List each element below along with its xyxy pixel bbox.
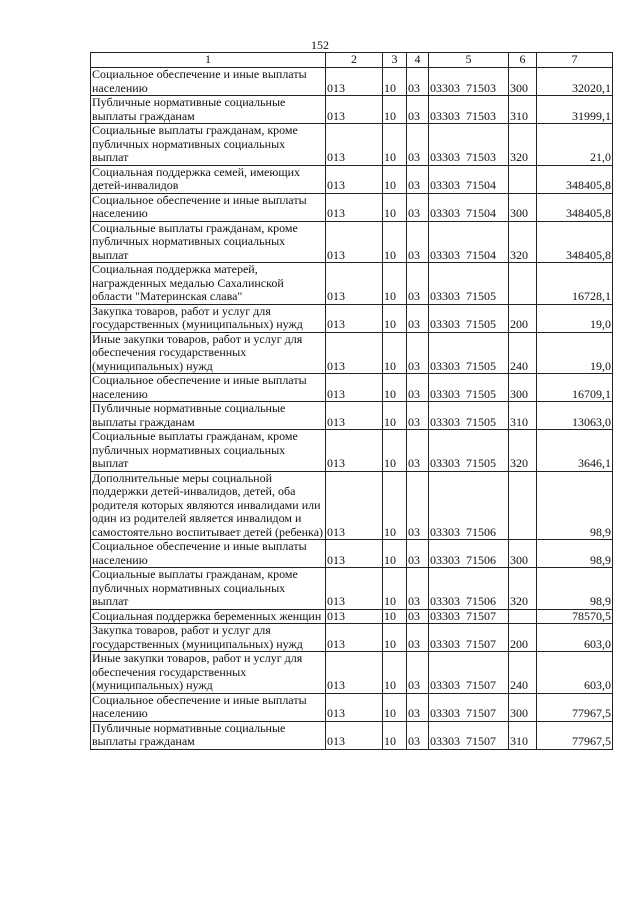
target-article-cell: 03303 71506 (429, 471, 509, 540)
row-name-cell: Иные закупки товаров, работ и услуг для обеспечения государственных (муниципальных) нужд (91, 332, 326, 374)
table-row (91, 304, 613, 332)
target-article-cell: 03303 71503 (429, 68, 509, 96)
expense-type-cell: 300 (509, 374, 537, 402)
expense-type-cell: 310 (509, 402, 537, 430)
table-row (91, 652, 613, 694)
row-name-cell: Социальные выплаты гражданам, кроме публичных нормативных социальных выплат (91, 430, 326, 472)
expense-type-cell: 200 (509, 624, 537, 652)
section-cell: 10 (383, 568, 407, 610)
section-cell: 10 (383, 540, 407, 568)
header-row (91, 53, 613, 68)
target-article-cell: 03303 71504 (429, 193, 509, 221)
row-name-cell: Социальная поддержка матерей, награжденных медалью Сахалинской области "Материнская слава" (91, 263, 326, 305)
row-name-cell: Дополнительные меры социальной поддержки детей-инвалидов, детей, оба родителя которых являются инвалидами или один из родителей является инвалидом и самостоятельно воспитывает детей (ребенка) (91, 471, 326, 540)
expense-type-cell (509, 263, 537, 305)
target-article-cell: 03303 71505 (429, 263, 509, 305)
subsection-cell: 03 (407, 96, 429, 124)
row-name-cell: Иные закупки товаров, работ и услуг для обеспечения государственных (муниципальных) нужд (91, 652, 326, 694)
column-header: 7 (537, 53, 613, 68)
ministry-code-cell: 013 (326, 165, 383, 193)
page-number: 152 (311, 38, 329, 52)
target-article-cell: 03303 71507 (429, 721, 509, 749)
ministry-code-cell: 013 (326, 96, 383, 124)
column-header: 3 (383, 53, 407, 68)
expense-type-cell: 310 (509, 96, 537, 124)
row-name-cell: Социальные выплаты гражданам, кроме публичных нормативных социальных выплат (91, 568, 326, 610)
amount-cell: 77967,5 (537, 693, 613, 721)
column-header: 2 (326, 53, 383, 68)
ministry-code-cell: 013 (326, 332, 383, 374)
expense-type-cell: 310 (509, 721, 537, 749)
table-row (91, 374, 613, 402)
section-cell: 10 (383, 304, 407, 332)
expense-type-cell (509, 165, 537, 193)
amount-cell: 98,9 (537, 471, 613, 540)
section-cell: 10 (383, 402, 407, 430)
subsection-cell: 03 (407, 609, 429, 624)
target-article-cell: 03303 71506 (429, 540, 509, 568)
amount-cell: 16709,1 (537, 374, 613, 402)
amount-cell: 19,0 (537, 304, 613, 332)
ministry-code-cell: 013 (326, 471, 383, 540)
table-row (91, 402, 613, 430)
expense-type-cell: 300 (509, 68, 537, 96)
target-article-cell: 03303 71503 (429, 124, 509, 166)
target-article-cell: 03303 71507 (429, 609, 509, 624)
section-cell: 10 (383, 609, 407, 624)
table-body (91, 68, 613, 750)
amount-cell: 77967,5 (537, 721, 613, 749)
table-row (91, 332, 613, 374)
row-name-cell: Закупка товаров, работ и услуг для государственных (муниципальных) нужд (91, 624, 326, 652)
subsection-cell: 03 (407, 430, 429, 472)
target-article-cell: 03303 71505 (429, 374, 509, 402)
amount-cell: 19,0 (537, 332, 613, 374)
table-row (91, 568, 613, 610)
subsection-cell: 03 (407, 165, 429, 193)
column-header: 1 (91, 53, 326, 68)
amount-cell: 603,0 (537, 652, 613, 694)
ministry-code-cell: 013 (326, 263, 383, 305)
amount-cell: 13063,0 (537, 402, 613, 430)
row-name-cell: Социальные выплаты гражданам, кроме публичных нормативных социальных выплат (91, 124, 326, 166)
expense-type-cell: 320 (509, 568, 537, 610)
amount-cell: 21,0 (537, 124, 613, 166)
section-cell: 10 (383, 68, 407, 96)
subsection-cell: 03 (407, 332, 429, 374)
subsection-cell: 03 (407, 402, 429, 430)
expense-type-cell (509, 609, 537, 624)
section-cell: 10 (383, 124, 407, 166)
ministry-code-cell: 013 (326, 221, 383, 263)
subsection-cell: 03 (407, 68, 429, 96)
table-row (91, 721, 613, 749)
subsection-cell: 03 (407, 263, 429, 305)
row-name-cell: Социальное обеспечение и иные выплаты населению (91, 540, 326, 568)
ministry-code-cell: 013 (326, 68, 383, 96)
ministry-code-cell: 013 (326, 568, 383, 610)
section-cell: 10 (383, 471, 407, 540)
ministry-code-cell: 013 (326, 624, 383, 652)
section-cell: 10 (383, 721, 407, 749)
target-article-cell: 03303 71507 (429, 693, 509, 721)
section-cell: 10 (383, 96, 407, 124)
table-row (91, 165, 613, 193)
amount-cell: 603,0 (537, 624, 613, 652)
amount-cell: 78570,5 (537, 609, 613, 624)
subsection-cell: 03 (407, 374, 429, 402)
section-cell: 10 (383, 165, 407, 193)
expense-type-cell: 300 (509, 693, 537, 721)
subsection-cell: 03 (407, 304, 429, 332)
section-cell: 10 (383, 332, 407, 374)
target-article-cell: 03303 71507 (429, 652, 509, 694)
table-row (91, 471, 613, 540)
amount-cell: 348405,8 (537, 165, 613, 193)
expense-type-cell: 320 (509, 430, 537, 472)
subsection-cell: 03 (407, 693, 429, 721)
target-article-cell: 03303 71505 (429, 332, 509, 374)
subsection-cell: 03 (407, 471, 429, 540)
row-name-cell: Социальные выплаты гражданам, кроме публичных нормативных социальных выплат (91, 221, 326, 263)
target-article-cell: 03303 71505 (429, 430, 509, 472)
subsection-cell: 03 (407, 221, 429, 263)
table-row (91, 193, 613, 221)
table-row (91, 263, 613, 305)
section-cell: 10 (383, 374, 407, 402)
subsection-cell: 03 (407, 193, 429, 221)
row-name-cell: Социальное обеспечение и иные выплаты населению (91, 193, 326, 221)
section-cell: 10 (383, 693, 407, 721)
table-row (91, 624, 613, 652)
target-article-cell: 03303 71505 (429, 402, 509, 430)
row-name-cell: Публичные нормативные социальные выплаты гражданам (91, 402, 326, 430)
section-cell: 10 (383, 652, 407, 694)
subsection-cell: 03 (407, 652, 429, 694)
amount-cell: 32020,1 (537, 68, 613, 96)
target-article-cell: 03303 71503 (429, 96, 509, 124)
row-name-cell: Социальное обеспечение и иные выплаты населению (91, 374, 326, 402)
table-row (91, 68, 613, 96)
expense-type-cell: 240 (509, 332, 537, 374)
subsection-cell: 03 (407, 568, 429, 610)
section-cell: 10 (383, 263, 407, 305)
ministry-code-cell: 013 (326, 124, 383, 166)
row-name-cell: Социальная поддержка беременных женщин (91, 609, 326, 624)
ministry-code-cell: 013 (326, 721, 383, 749)
row-name-cell: Закупка товаров, работ и услуг для государственных (муниципальных) нужд (91, 304, 326, 332)
amount-cell: 16728,1 (537, 263, 613, 305)
expense-type-cell: 300 (509, 540, 537, 568)
ministry-code-cell: 013 (326, 430, 383, 472)
table-row (91, 124, 613, 166)
target-article-cell: 03303 71504 (429, 165, 509, 193)
section-cell: 10 (383, 430, 407, 472)
expense-type-cell: 300 (509, 193, 537, 221)
subsection-cell: 03 (407, 624, 429, 652)
expense-type-cell: 320 (509, 221, 537, 263)
target-article-cell: 03303 71505 (429, 304, 509, 332)
expense-type-cell: 240 (509, 652, 537, 694)
table-row (91, 609, 613, 624)
subsection-cell: 03 (407, 124, 429, 166)
amount-cell: 98,9 (537, 568, 613, 610)
row-name-cell: Публичные нормативные социальные выплаты гражданам (91, 721, 326, 749)
table-row (91, 430, 613, 472)
ministry-code-cell: 013 (326, 402, 383, 430)
section-cell: 10 (383, 193, 407, 221)
column-header: 4 (407, 53, 429, 68)
column-header: 5 (429, 53, 509, 68)
amount-cell: 31999,1 (537, 96, 613, 124)
row-name-cell: Социальное обеспечение и иные выплаты населению (91, 693, 326, 721)
ministry-code-cell: 013 (326, 652, 383, 694)
section-cell: 10 (383, 221, 407, 263)
ministry-code-cell: 013 (326, 609, 383, 624)
expense-type-cell (509, 471, 537, 540)
target-article-cell: 03303 71504 (429, 221, 509, 263)
row-name-cell: Публичные нормативные социальные выплаты гражданам (91, 96, 326, 124)
target-article-cell: 03303 71507 (429, 624, 509, 652)
ministry-code-cell: 013 (326, 304, 383, 332)
row-name-cell: Социальная поддержка семей, имеющих детей-инвалидов (91, 165, 326, 193)
expense-type-cell: 320 (509, 124, 537, 166)
section-cell: 10 (383, 624, 407, 652)
target-article-cell: 03303 71506 (429, 568, 509, 610)
column-header: 6 (509, 53, 537, 68)
budget-table (90, 52, 613, 750)
amount-cell: 3646,1 (537, 430, 613, 472)
table-row (91, 693, 613, 721)
table-row (91, 540, 613, 568)
amount-cell: 348405,8 (537, 193, 613, 221)
ministry-code-cell: 013 (326, 193, 383, 221)
amount-cell: 98,9 (537, 540, 613, 568)
subsection-cell: 03 (407, 540, 429, 568)
expense-type-cell: 200 (509, 304, 537, 332)
ministry-code-cell: 013 (326, 374, 383, 402)
amount-cell: 348405,8 (537, 221, 613, 263)
table-row (91, 96, 613, 124)
ministry-code-cell: 013 (326, 540, 383, 568)
row-name-cell: Социальное обеспечение и иные выплаты населению (91, 68, 326, 96)
ministry-code-cell: 013 (326, 693, 383, 721)
subsection-cell: 03 (407, 721, 429, 749)
table-row (91, 221, 613, 263)
